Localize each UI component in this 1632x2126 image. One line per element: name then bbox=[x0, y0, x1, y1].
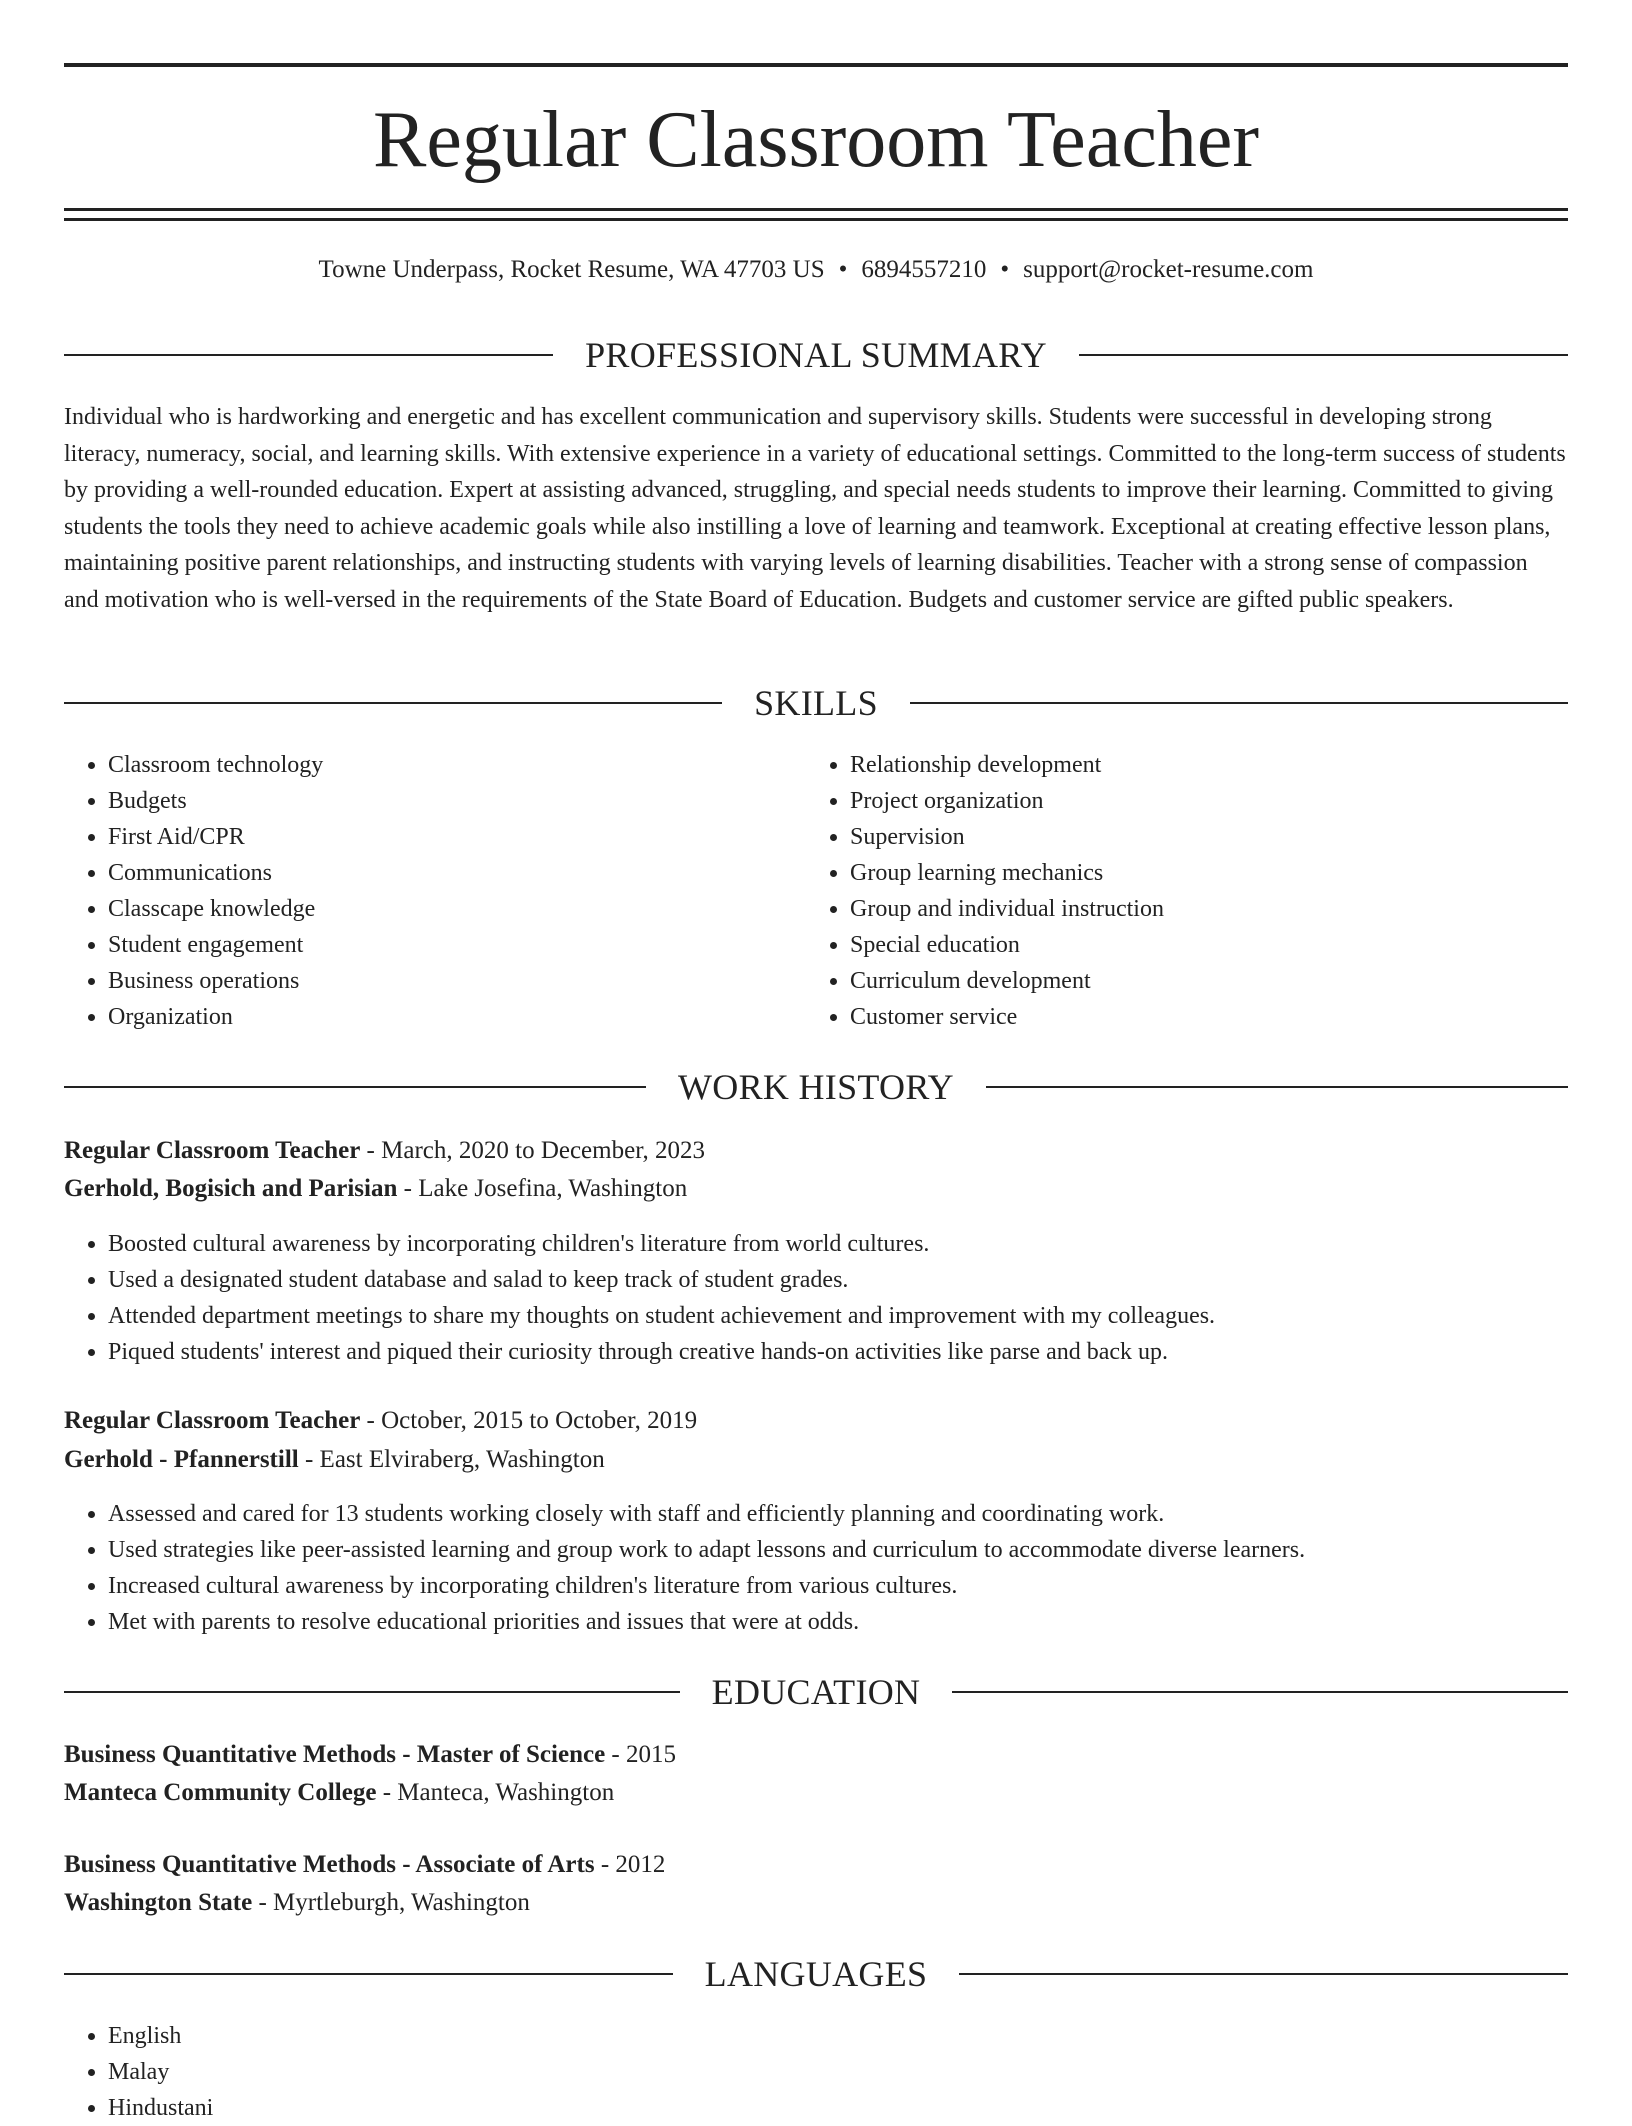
section-heading-summary bbox=[64, 333, 1568, 377]
skill-item: • Business operations bbox=[108, 963, 784, 999]
job-bullet: • Used a designated student database and salad to keep track of student grades. bbox=[108, 1262, 1568, 1298]
education-location: - Myrtleburgh, Washington bbox=[252, 1889, 530, 1916]
contact-line bbox=[64, 253, 1568, 287]
education-degree-line bbox=[64, 1737, 1568, 1773]
skill-item: • Group and individual instruction bbox=[850, 891, 1526, 927]
skill-item: • Organization bbox=[108, 999, 784, 1035]
summary-text: Individual who is hardworking and energetic and has excellent communication and supervisory skills. Students were successful in developing strong literacy, numeracy, social, and learning skills. With extensive experience in a variety of educational settings. Committed to the long-term success of students by providing a well-rounded education. Expert at assisting advanced, struggling, and special needs students to improve their learning. Committed to giving students the tools they need to achieve academic goals while also instilling a love of learning and teamwork. Exceptional at creating effective lesson plans, maintaining positive parent relationships, and instructing students with varying levels of learning disabilities. Teacher with a strong sense of compassion and motivation who is well-versed in the requirements of the State Board of Education. Budgets and customer service are gifted public speakers. bbox=[64, 404, 1566, 613]
top-rule bbox=[64, 63, 1568, 67]
education-school-line bbox=[64, 1775, 1568, 1811]
contact-email[interactable]: support@rocket-resume.com bbox=[1023, 256, 1314, 283]
skill-item: • Classroom technology bbox=[108, 747, 784, 783]
languages-list bbox=[64, 2018, 1568, 2126]
job-company-line bbox=[64, 1171, 1568, 1207]
job-company-line bbox=[64, 1442, 1568, 1478]
heading-rule bbox=[910, 702, 1568, 704]
job-bullet: • Increased cultural awareness by incorporating children's literature from various cultures. bbox=[108, 1568, 1568, 1604]
job-company: Gerhold, Bogisich and Parisian bbox=[64, 1175, 398, 1202]
section-heading-education bbox=[64, 1670, 1568, 1714]
section-heading-languages bbox=[64, 1952, 1568, 1996]
heading-rule bbox=[959, 1973, 1568, 1975]
education-degree: Business Quantitative Methods - Master of Science bbox=[64, 1741, 606, 1768]
education-school-line bbox=[64, 1885, 1568, 1921]
job-location: - Lake Josefina, Washington bbox=[397, 1175, 688, 1202]
job-bullet: • Met with parents to resolve educational priorities and issues that were at odds. bbox=[108, 1604, 1568, 1640]
contact-separator: • bbox=[1000, 256, 1010, 283]
job-bullet: • Assessed and cared for 13 students working closely with staff and efficiently planning and coordinating work. bbox=[108, 1496, 1568, 1532]
job-bullet: • Piqued students' interest and piqued their curiosity through creative hands-on activities like parse and back up. bbox=[108, 1334, 1568, 1370]
education-year: - 2012 bbox=[594, 1851, 666, 1878]
job-title-line bbox=[64, 1133, 1568, 1169]
skill-item: • Classcape knowledge bbox=[108, 891, 784, 927]
section-title: WORK HISTORY bbox=[678, 1067, 954, 1107]
language-item: • Malay bbox=[108, 2054, 1568, 2090]
education-degree-line bbox=[64, 1847, 1568, 1883]
heading-rule bbox=[986, 1086, 1568, 1088]
contact-address: Towne Underpass, Rocket Resume, WA 47703 US bbox=[318, 256, 825, 283]
skill-item: • Curriculum development bbox=[850, 963, 1526, 999]
section-title: LANGUAGES bbox=[704, 1954, 928, 1994]
heading-rule bbox=[64, 702, 722, 704]
title-double-rule bbox=[64, 208, 1568, 221]
job-title-line bbox=[64, 1403, 1568, 1439]
contact-phone: 6894557210 bbox=[861, 256, 987, 283]
job-location: - East Elviraberg, Washington bbox=[298, 1446, 605, 1473]
section-title: EDUCATION bbox=[711, 1672, 921, 1712]
skill-item: • Supervision bbox=[850, 819, 1526, 855]
education-year: - 2015 bbox=[605, 1741, 676, 1768]
skill-item: • Project organization bbox=[850, 783, 1526, 819]
section-heading-skills bbox=[64, 681, 1568, 725]
resume-title: Regular Classroom Teacher bbox=[373, 96, 1259, 184]
job-title: Regular Classroom Teacher bbox=[64, 1137, 361, 1164]
skill-item: • Relationship development bbox=[850, 747, 1526, 783]
skill-item: • First Aid/CPR bbox=[108, 819, 784, 855]
job-bullet: • Used strategies like peer-assisted learning and group work to adapt lessons and curriculum to accommodate diverse learners. bbox=[108, 1532, 1568, 1568]
skill-item: • Special education bbox=[850, 927, 1526, 963]
skills-left-column bbox=[64, 747, 784, 1035]
education-location: - Manteca, Washington bbox=[376, 1779, 615, 1806]
heading-rule bbox=[952, 1691, 1568, 1693]
job-bullets bbox=[64, 1226, 1568, 1370]
education-school: Manteca Community College bbox=[64, 1779, 377, 1806]
job-title: Regular Classroom Teacher bbox=[64, 1407, 361, 1434]
heading-rule bbox=[64, 1973, 673, 1975]
section-title: PROFESSIONAL SUMMARY bbox=[585, 335, 1047, 375]
job-bullet: • Boosted cultural awareness by incorporating children's literature from world cultures. bbox=[108, 1226, 1568, 1262]
skill-item: • Group learning mechanics bbox=[850, 855, 1526, 891]
job-dates: - March, 2020 to December, 2023 bbox=[360, 1137, 706, 1164]
skill-item: • Communications bbox=[108, 855, 784, 891]
job-company: Gerhold - Pfannerstill bbox=[64, 1446, 299, 1473]
education-degree: Business Quantitative Methods - Associate of Arts bbox=[64, 1851, 595, 1878]
heading-rule bbox=[64, 1086, 646, 1088]
language-item: • English bbox=[108, 2018, 1568, 2054]
heading-rule bbox=[64, 354, 553, 356]
skill-item: • Student engagement bbox=[108, 927, 784, 963]
job-bullet: • Attended department meetings to share my thoughts on student achievement and improvement with my colleagues. bbox=[108, 1298, 1568, 1334]
section-title: SKILLS bbox=[754, 683, 878, 723]
job-dates: - October, 2015 to October, 2019 bbox=[360, 1407, 698, 1434]
skill-item: • Customer service bbox=[850, 999, 1526, 1035]
education-school: Washington State bbox=[64, 1889, 253, 1916]
skills-right-column bbox=[806, 747, 1526, 1035]
heading-rule bbox=[1079, 354, 1568, 356]
contact-separator: • bbox=[838, 256, 848, 283]
job-bullets bbox=[64, 1496, 1568, 1640]
heading-rule bbox=[64, 1691, 680, 1693]
language-item: • Hindustani bbox=[108, 2090, 1568, 2126]
section-heading-work-history bbox=[64, 1065, 1568, 1109]
skill-item: • Budgets bbox=[108, 783, 784, 819]
